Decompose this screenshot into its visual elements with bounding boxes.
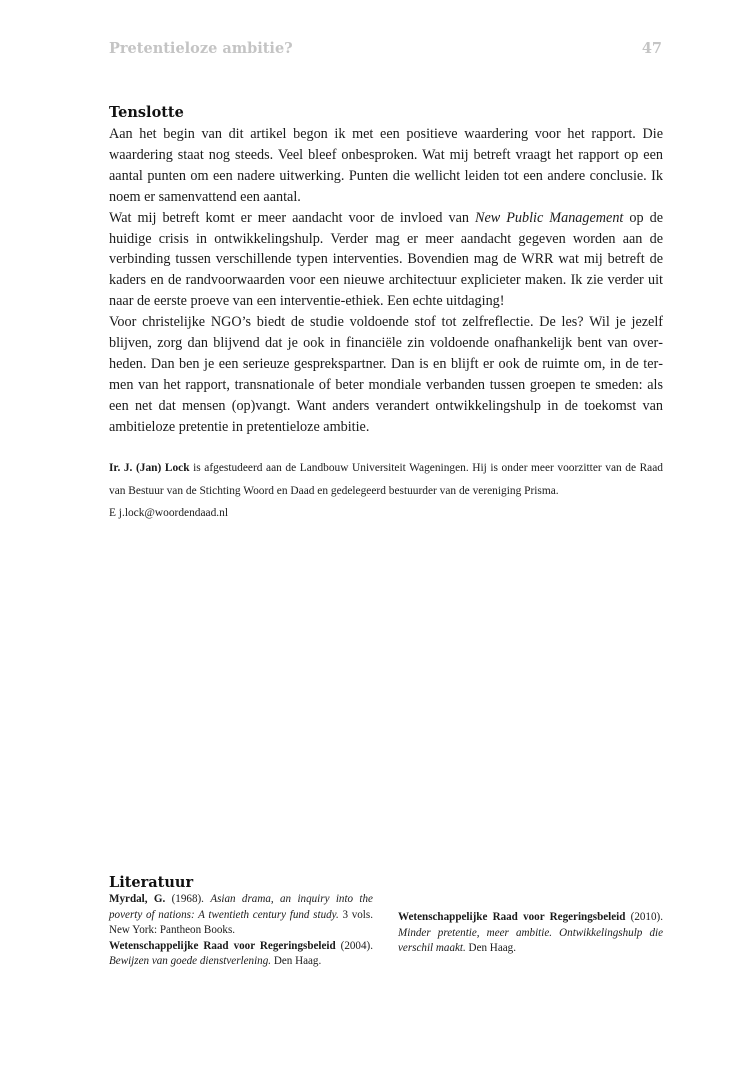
literature-section (109, 874, 663, 970)
paragraph: Aan het begin van dit artikel begon ik met een positieve waardering voor het rapport. Die waardering staat nog steeds. Veel bleef onbesproken. Wat mij betreft vraagt het rapport op een aantal punten om een nadere uitwerking. Punten die wellicht leiden tot een andere conclusie. Ik noem er samenvattend een aantal. (109, 126, 663, 205)
paragraph-text: Wat mij betreft komt er meer aandacht voor de invloed van (109, 209, 476, 226)
reference-title: Minder pretentie, meer ambitie. Ontwikkelingshulp die verschil maakt. (398, 926, 663, 955)
literature-heading: Literatuur (109, 874, 194, 891)
reference-title: Asian drama, an inquiry into the poverty of nations: A twentieth century fund study. (109, 893, 373, 921)
reference-publisher: 3 vols. New York: Pantheon Books. (109, 908, 373, 937)
author-bio (109, 457, 663, 502)
author-name: Ir. J. (Jan) Lock (109, 462, 190, 474)
paragraph: Voor christelijke NGO’s biedt de studie voldoende stof tot zelfreflectie. De les? Wil je jezelf blijven, zorg dan blijvend dat je ook in financiële zin voldoende onafhankelijk bent van overheden. Dan ben je een serieuze gesprekspartner. Dan is en blijft er ook de ruimte om, in de termen van het rapport, transnationale of beter mondiale verbanden tussen groepen te smeden: als een net dat mensen (op)vangt. Want anders verandert ontwikkelingshulp in de toekomst van ambitieloze pretentie in pretentieloze ambitie. (109, 314, 663, 435)
literature-columns (109, 892, 663, 970)
page-number: 47 (641, 40, 662, 57)
reference (398, 910, 663, 957)
paragraph-text: op de huidige crisis in ontwikkelingshulp. Verder mag er meer aandacht gegeven worden aan de verbinding tussen verschillende typen interventies. Bovendien mag de WRR wat mij betreft de kaders en de randvoorwaarden voor een nieuwe architectuur explicieter maken. Ik zie verder uit naar de eerste proeve van een interventie-ethiek. Een echte uitdaging! (109, 209, 664, 310)
author-description: is afgestudeerd aan de Landbouw Universiteit Wageningen. Hij is onder meer voorzitter van de Raad van Bestuur van de Stichting Woord en Daad en gedelegeerd bestuurder van de vereniging Prisma. (109, 462, 663, 497)
reference (109, 892, 373, 939)
reference-title: Bewijzen van goede dienstverlening. (109, 955, 272, 968)
literature-column-left (109, 892, 373, 970)
reference-author: Myrdal, G. (109, 893, 166, 905)
reference-year: (1968). (165, 893, 211, 905)
closing-section (109, 104, 663, 438)
running-head-title: Pretentieloze ambitie? (109, 40, 293, 57)
literature-column-right (398, 910, 663, 970)
section-body (109, 124, 663, 438)
author-note (109, 457, 663, 525)
reference-publisher: Den Haag. (465, 942, 516, 955)
reference-year: (2004). (335, 939, 373, 952)
paragraph-italic-term: New Public Management (475, 209, 624, 226)
reference (109, 939, 373, 970)
running-head (109, 40, 662, 57)
paragraph (109, 208, 663, 313)
section-heading: Tenslotte (109, 104, 184, 121)
reference-publisher: Den Haag. (271, 955, 322, 968)
author-email: E j.lock@woordendaad.nl (109, 507, 228, 519)
reference-author: Wetenschappelijke Raad voor Regeringsbeleid (109, 939, 336, 952)
reference-author: Wetenschappelijke Raad voor Regeringsbeleid (398, 911, 626, 923)
reference-year: (2010). (625, 911, 663, 923)
